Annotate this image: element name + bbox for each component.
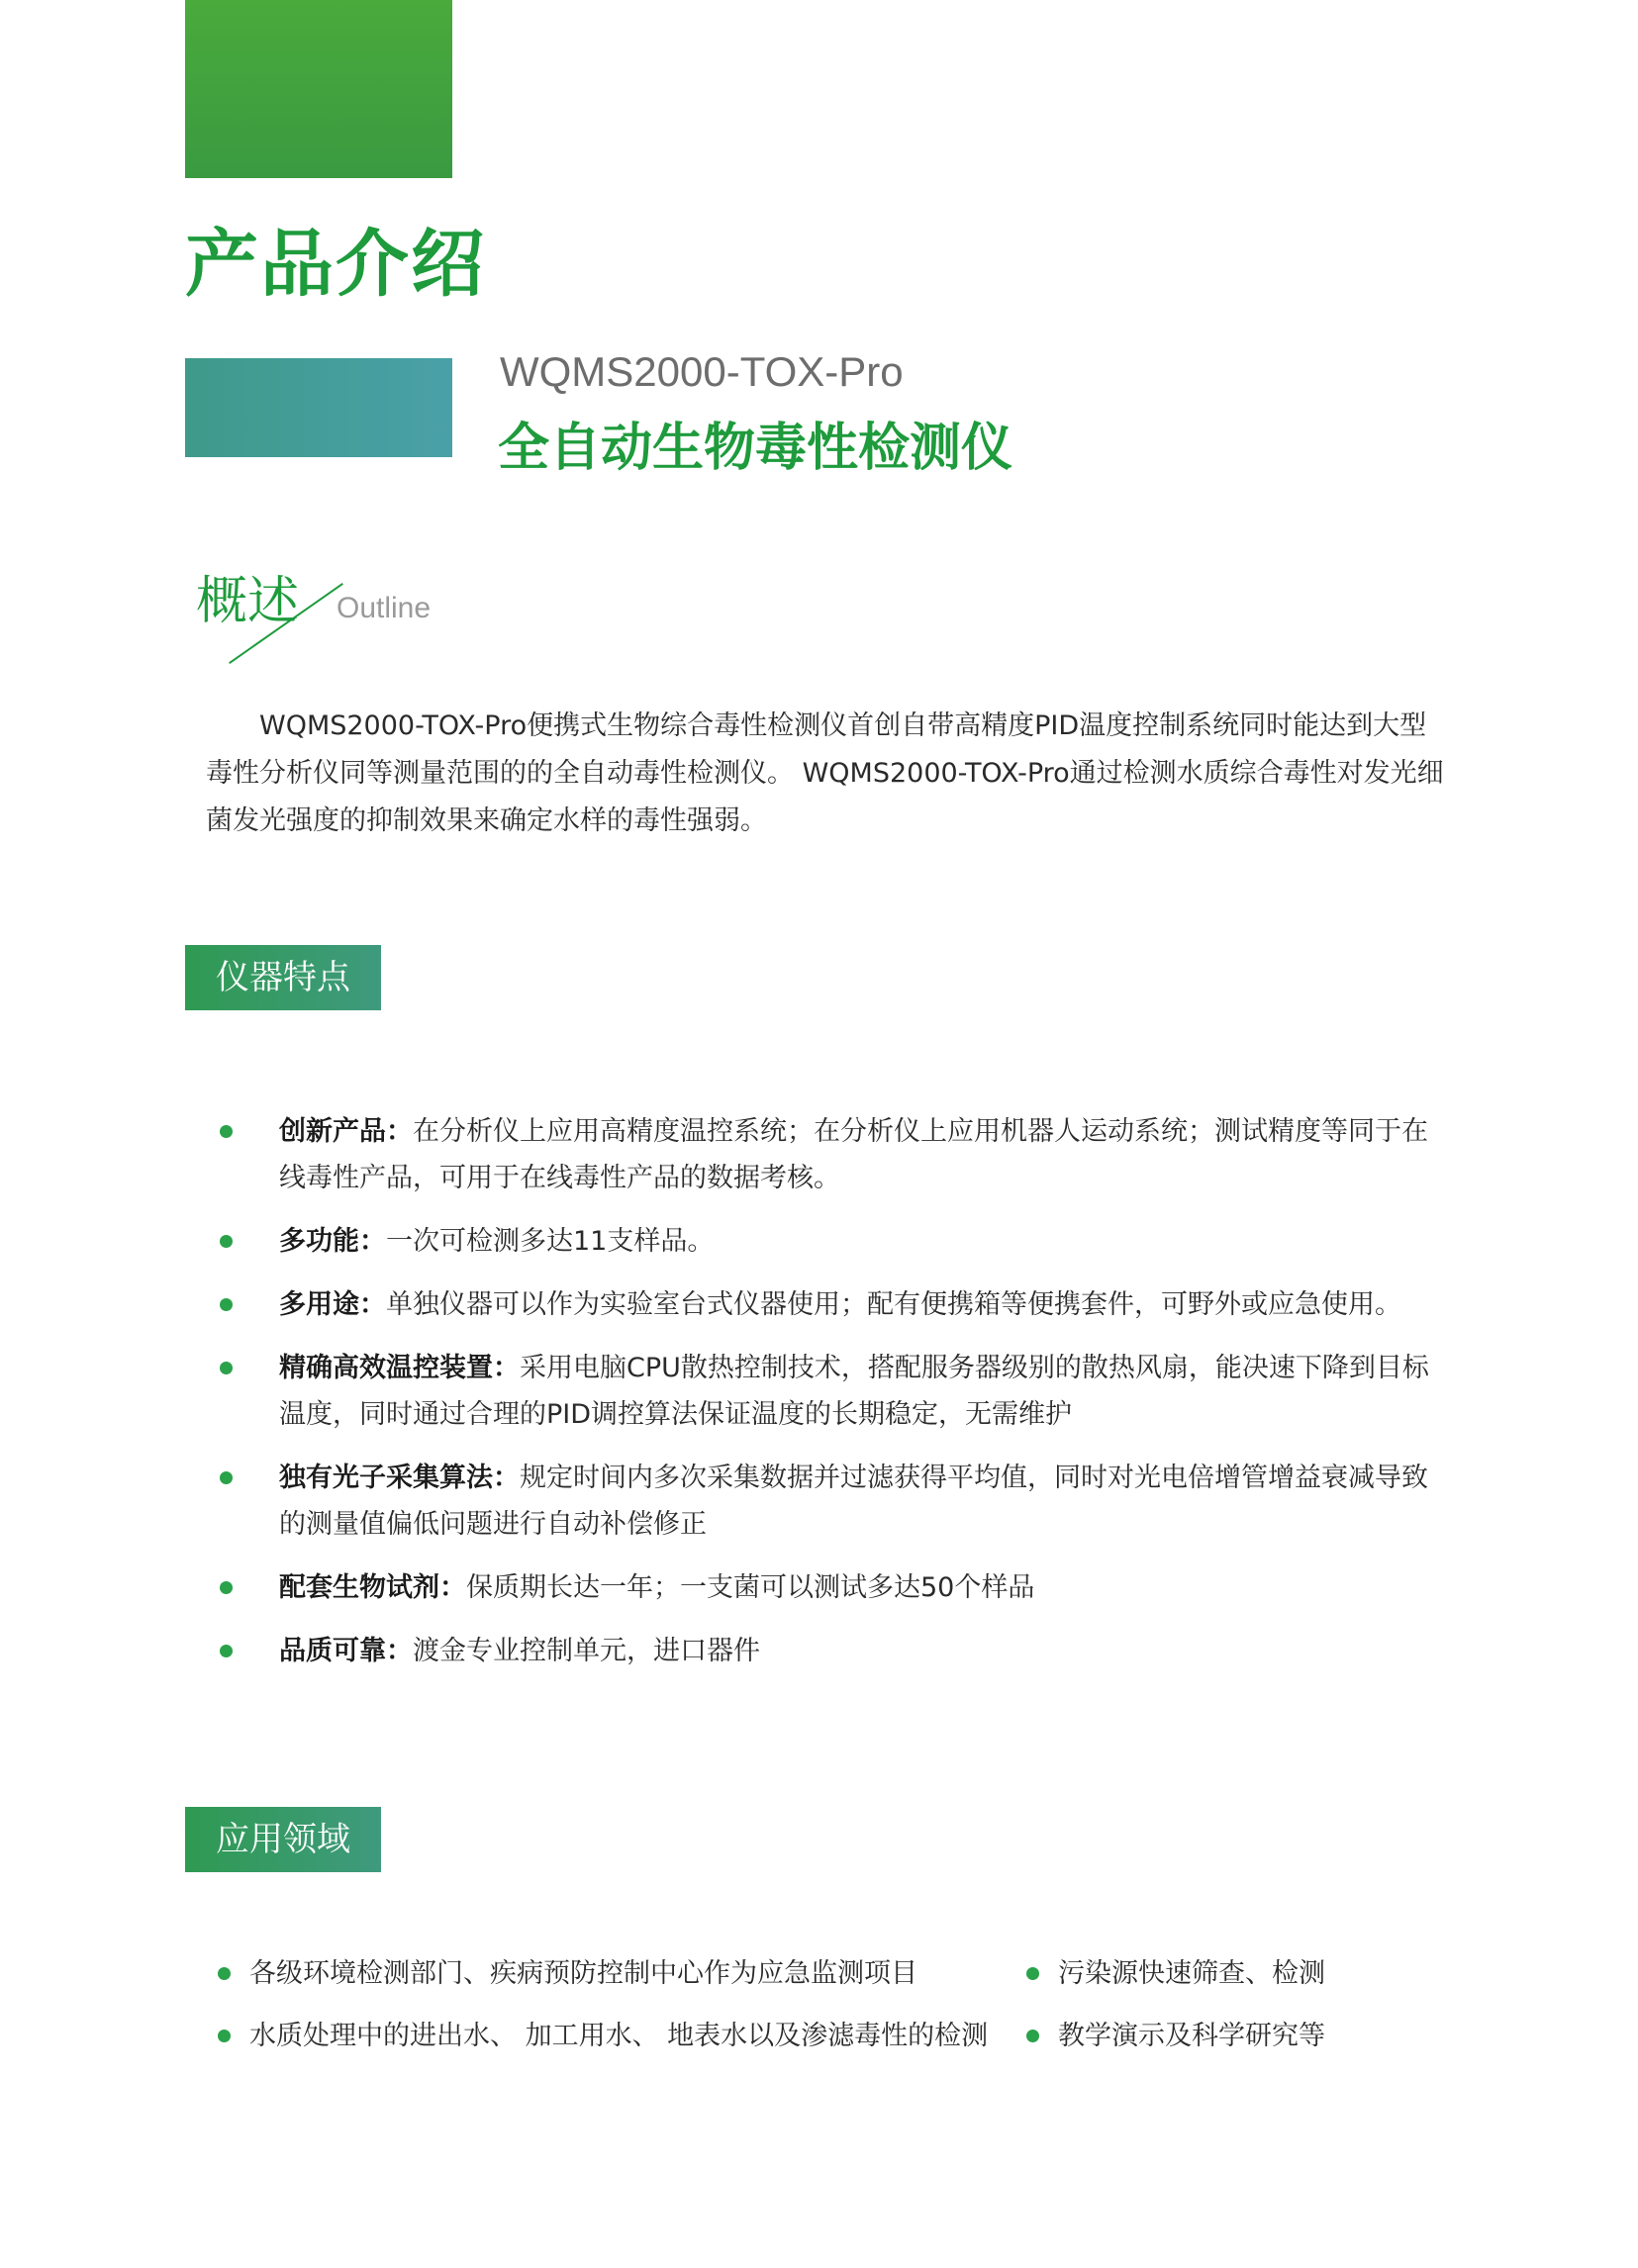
feature-title: 品质可靠 [279,1636,386,1666]
model-name: WQMS2000-TOX-Pro [500,348,904,395]
feature-item [206,1218,1453,1265]
bullet-icon [218,2030,231,2042]
application-text: 各级环境检测部门、疾病预防控制中心作为应急监测项目 [249,1958,917,1989]
applications-left-list [216,1954,988,2079]
feature-text: 规定时间内多次采集数据并过滤获得平均值，同时对光电倍增管增益衰减导致的测量值偏低问题进行自动补偿修正 [279,1463,1428,1540]
feature-text: 采用电脑CPU散热控制技术，搭配服务器级别的散热风扇，能决速下降到目标温度，同时通过合理的PID调控算法保证温度的长期稳定，无需维护 [279,1353,1429,1430]
feature-title: 多功能 [279,1226,359,1257]
features-section-tag: 仪器特点 [185,945,381,1010]
product-name: 全自动生物毒性检测仪 [498,419,1013,478]
feature-text: 在分析仪上应用高精度温控系统；在分析仪上应用机器人运动系统；测试精度等同于在线毒性产品，可用于在线毒性产品的数据考核。 [279,1116,1428,1193]
feature-title: 配套生物试剂 [279,1572,439,1603]
outline-heading: 概述 [196,572,300,631]
application-item [1024,2017,1325,2056]
teal-block [185,358,452,457]
feature-item [206,1108,1453,1201]
feature-colon: ： [359,1226,386,1257]
feature-title: 精确高效温控装置 [279,1353,493,1383]
application-item [1024,1954,1325,1994]
feature-colon: ： [359,1289,386,1320]
feature-colon: ： [493,1463,520,1493]
feature-item [206,1628,1453,1674]
feature-text: 一次可检测多达11支样品。 [386,1226,715,1257]
feature-colon: ： [439,1572,466,1603]
feature-item [206,1564,1453,1611]
bullet-icon [1026,1967,1039,1980]
feature-title: 多用途 [279,1289,359,1320]
application-item [216,1954,988,1994]
applications-section-tag: 应用领域 [185,1807,381,1872]
applications-right-list [1024,1954,1325,2079]
feature-colon: ： [493,1353,520,1383]
bullet-icon [1026,2030,1039,2042]
feature-item [206,1455,1453,1548]
feature-colon: ： [386,1116,413,1147]
page-title: 产品介绍 [185,222,486,307]
application-item [216,2017,988,2056]
application-text: 教学演示及科学研究等 [1058,2021,1325,2051]
outline-subheading: Outline [337,592,432,624]
bullet-icon [220,1235,233,1248]
bullet-icon [220,1471,233,1484]
bullet-icon [220,1362,233,1374]
feature-item [206,1281,1453,1328]
top-green-block [185,0,452,178]
feature-title: 创新产品 [279,1116,386,1147]
outline-paragraph: WQMS2000-TOX-Pro便携式生物综合毒性检测仪首创自带高精度PID温度控制系统同时能达到大型毒性分析仪同等测量范围的的全自动毒性检测仪。 WQMS2000-TOX-Pro通过检测水质综合毒性对发光细菌发光强度的抑制效果来确定水样的毒性强弱。 [206,710,1444,836]
feature-title: 独有光子采集算法 [279,1463,493,1493]
feature-text: 保质期长达一年；一支菌可以测试多达50个样品 [466,1572,1035,1603]
feature-colon: ： [386,1636,413,1666]
application-text: 水质处理中的进出水、 加工用水、 地表水以及渗滤毒性的检测 [249,2021,989,2051]
application-text: 污染源快速筛查、检测 [1058,1958,1325,1989]
feature-item [206,1345,1453,1438]
feature-list [206,1108,1453,1691]
bullet-icon [220,1645,233,1657]
bullet-icon [220,1125,233,1138]
bullet-icon [218,1967,231,1980]
feature-text: 渡金专业控制单元，进口器件 [413,1636,760,1666]
bullet-icon [220,1298,233,1311]
feature-text: 单独仪器可以作为实验室台式仪器使用；配有便携箱等便携套件，可野外或应急使用。 [386,1289,1401,1320]
bullet-icon [220,1581,233,1594]
